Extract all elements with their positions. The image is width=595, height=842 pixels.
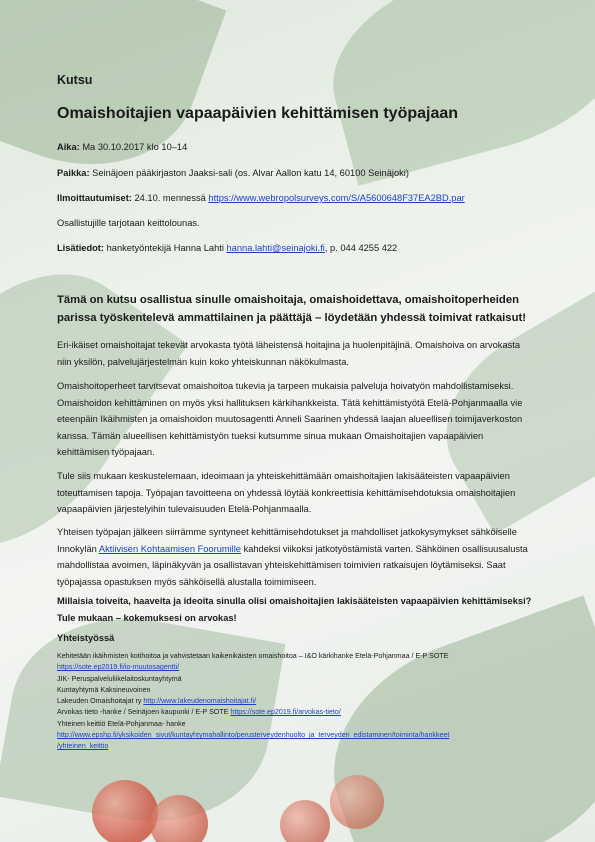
time-label: Aika: [57,142,80,152]
lunch-note: Osallistujille tarjotaan keittolounas. [57,218,200,228]
info-phone: , p. 044 4255 422 [324,243,398,253]
lead-heading: Tämä on kutsu osallistua sinulle omaishoitaja, omaishoidettava, omaishoitoperheiden parissa työskentelevä ammattilainen ja päättäjä – löydetään yhdessä toimivat ratkaisut! [57,294,527,324]
cooperation-link-4[interactable]: http://www.lakeudenomaishoitajat.fi/ [143,697,257,706]
info-value: hanketyöntekijä Hanna Lahti [104,243,227,253]
cooperation-item-6: Yhteinen keittiö Etelä-Pohjanmaa- hanke [57,719,186,728]
place-value: Seinäjoen pääkirjaston Jaaksi-sali (os. Alvar Aallon katu 14, 60100 Seinäjoki) [89,168,409,178]
document-title: Omaishoitajien vapaapäivien kehittämisen työpajaan [57,105,459,122]
place-line [57,168,409,178]
registration-line [57,193,465,203]
cooperation-item-4-text: Lakeuden Omaishoitajat ry [57,697,144,706]
registration-label: Ilmoittautumiset: [57,193,132,203]
info-email-link[interactable]: hanna.lahti@seinajoki.fi [226,243,325,253]
cooperation-link-5[interactable]: https://sote.ep2019.fi/arvokas-tieto/ [230,708,341,717]
berry [92,780,158,842]
paragraph-2: Omaishoitoperheet tarvitsevat omaishoitoa tukevia ja tarpeen mukaisia palveluja hoivatyön mahdollistamiseksi. Omaishoidon kehittäminen on myös yksi hallituksen kärkihankkeista. Tätä kehittämistyötä Etelä-Pohjanmaalla vie eteenpäin Ikäihmisten ja omaishoidon muutosagentti Anneli Saarinen yhdessä laajan alueellisen toimijaverkoston kanssa. Tämän alueellisen kehittämistyön tueksi kutsumme sinua mukaan Omaishoitajien vapaapäivien kehittämisen työpajaan. [57,381,523,457]
place-label: Paikka: [57,168,90,178]
leaf-shape [312,0,595,186]
paragraph-4 [57,524,537,590]
registration-value: 24.10. mennessä [131,193,209,203]
time-value: Ma 30.10.2017 klo 10–14 [79,142,188,152]
paragraph-4-start: Yhteisen työpajan jälkeen siirrämme syntyneet kehittämisehdotukset ja mahdolliset jatkokysymykset sähköiselle Innokylän [57,527,517,554]
cooperation-item-3: Kuntayhtymä Kaksineuvoinen [57,685,151,694]
cooperation-heading: Yhteistyössä [57,633,115,643]
cooperation-link-6b[interactable]: /yhteinen_keittio [57,742,109,751]
cooperation-item-5-text: Arvokas tieto -hanke / Seinäjoen kaupunki / E-P SOTE [57,708,231,717]
berry [330,775,384,829]
registration-link[interactable]: https://www.webropolsurveys.com/S/A5600648F37EA2BD.par [208,193,465,203]
time-line [57,142,187,152]
invite-label: Kutsu [57,73,93,87]
paragraph-4-end: kahdeksi viikoksi jatkotyöstämistä varten. Sähköinen osallisuusalusta mahdollistaa avoimen, läpinäkyvän ja osallistavan yhteiskehittämisen toimivien ratkaisujen löytämiseksi. Saat työpajassa opastuksen myös sähköisellä alustalla toimimiseen. [57,543,528,587]
cooperation-item-1: Kehitetään ikäihmisten kotihoitoa ja vahvistetaan kaikenikäisten omaishoitoa – I&O kärkihanke Etelä-Pohjanmaa / E-P SOTE [57,652,449,660]
berry [280,800,330,842]
paragraph-5: Millaisia toiveita, haaveita ja ideoita sinulla olisi omaishoitajien lakisääteisten vapaapäivien kehittämiseksi? Tule mukaan – kokemuksesi on arvokas! [57,596,532,623]
paragraph-1: Eri-ikäiset omaishoitajat tekevät arvokasta työtä läheistensä hoitajina ja huolenpitäjinä. Omaishoiva on arvokasta niin yksilön, palvelujärjestelmän kuin koko yhteiskunnan näkökulmasta. [57,340,521,367]
cooperation-item-2: JIK- Peruspalveluliikelaitoskuntayhtymä [57,674,182,683]
forum-link[interactable]: Aktiivisen Kohtaamisen Foorumille [98,543,241,554]
cooperation-list [57,651,547,753]
cooperation-link-1[interactable]: https://sote.ep2019.fi/io-muutosagentti/ [57,663,180,672]
info-line [57,243,397,253]
paragraph-3: Tule siis mukaan keskustelemaan, ideoimaan ja yhteiskehittämään omaishoitajien lakisääteisten vapaapäivien toteuttamisen tapoja. Työpajan tavoitteena on yhdessä löytää konkreettisia kehittämisehdotuksia omaishoitajien vapaapäivien järjestelyihin tulevaisuuden Etelä-Pohjanmaalla. [57,471,516,514]
cooperation-link-6a[interactable]: http://www.epshp.fi/yksikoiden_sivut/kuntayhtymahallinto/perusterveydenhuolto_ja_terveyden_edistaminen/toiminta/hankkeet [57,731,450,740]
cooperation-item-4 [57,696,547,707]
info-label: Lisätiedot: [57,243,105,253]
cooperation-item-5 [57,707,547,718]
